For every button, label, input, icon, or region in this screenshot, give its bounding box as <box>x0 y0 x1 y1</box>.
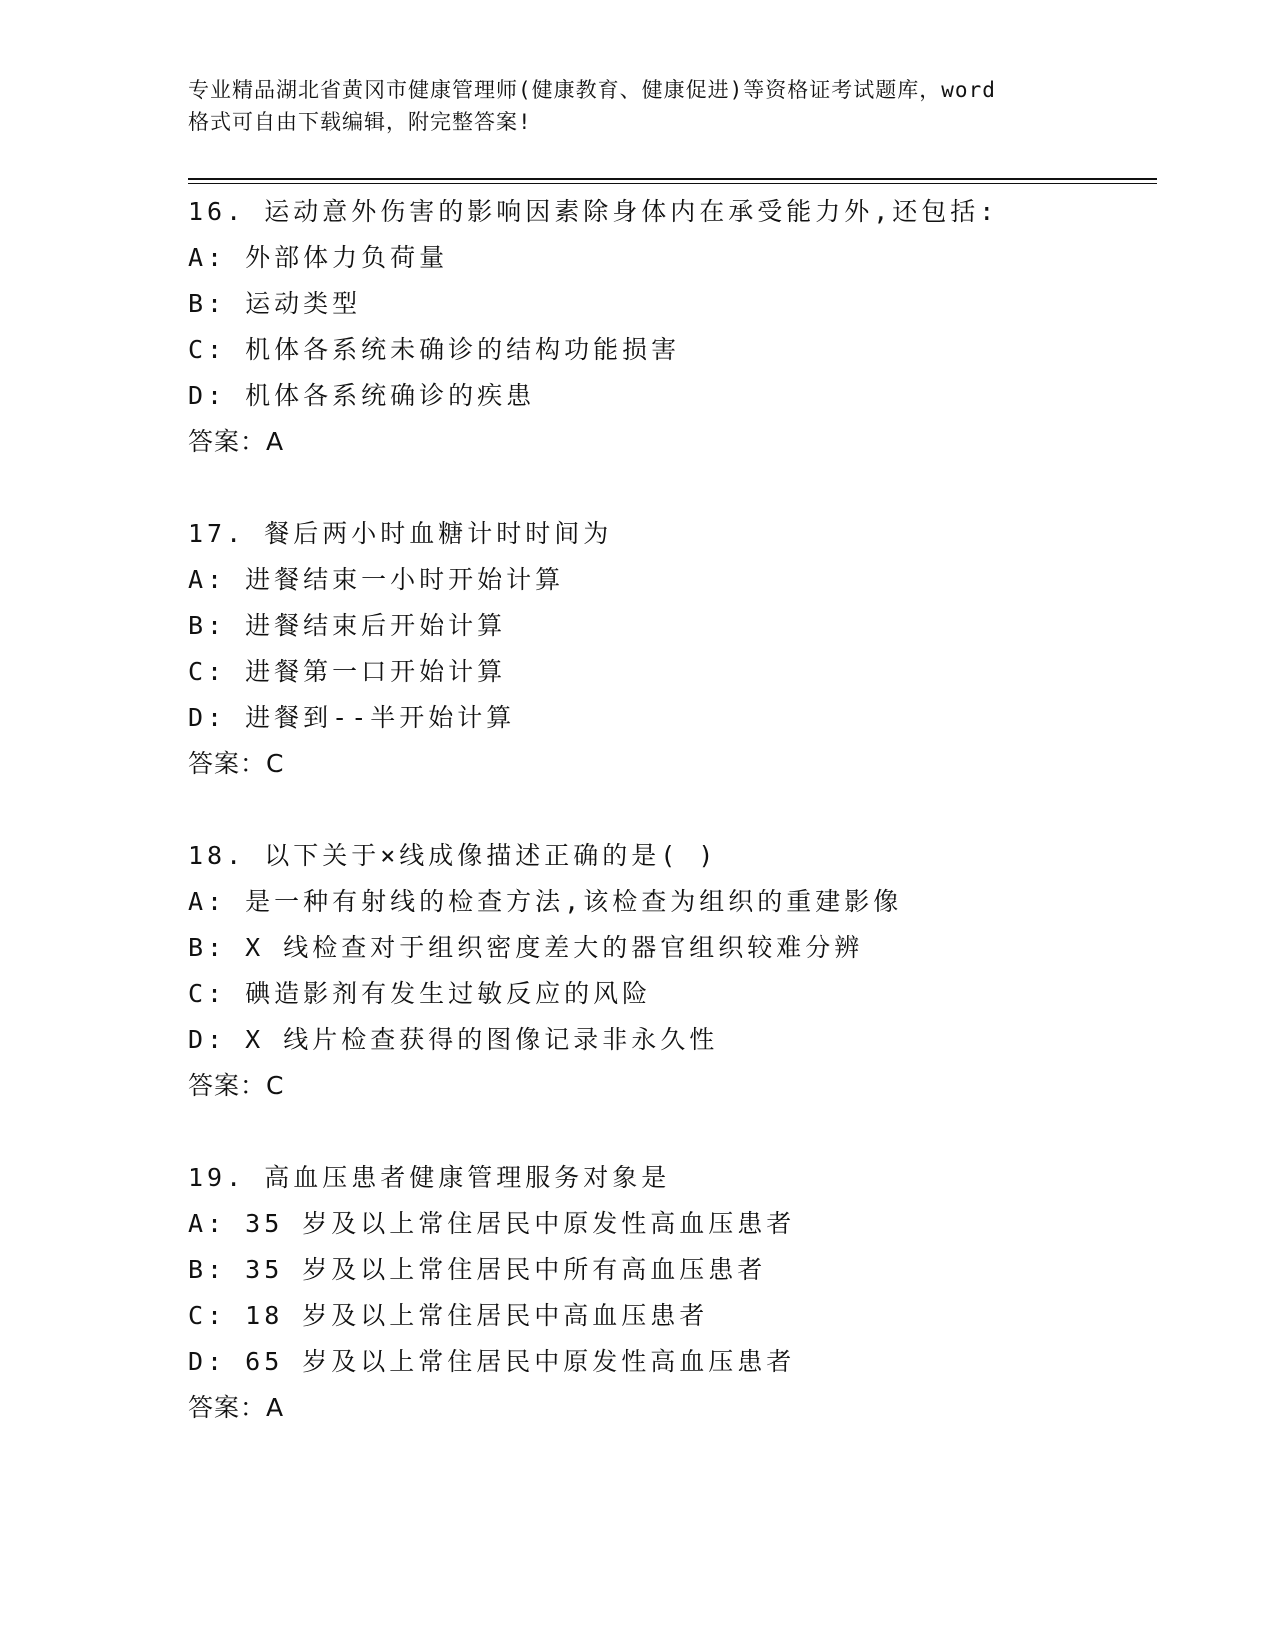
option-d: D: 机体各系统确诊的疾患 <box>188 381 536 410</box>
question-16 <box>188 189 1157 465</box>
option-d: D: 65 岁及以上常住居民中原发性高血压患者 <box>188 1347 796 1376</box>
option-d: D: 进餐到--半开始计算 <box>188 703 516 732</box>
answer: 答案：C <box>188 1071 285 1100</box>
question-stem: 19. 高血压患者健康管理服务对象是 <box>188 1163 671 1192</box>
answer: 答案：C <box>188 749 285 778</box>
header-rule-thick <box>188 178 1157 180</box>
option-b: B: X 线检查对于组织密度差大的器官组织较难分辨 <box>188 933 864 962</box>
question-list <box>188 189 1157 1477</box>
question-19 <box>188 1155 1157 1431</box>
option-a: A: 是一种有射线的检查方法,该检查为组织的重建影像 <box>188 887 903 916</box>
option-c: C: 18 岁及以上常住居民中高血压患者 <box>188 1301 709 1330</box>
option-a: A: 35 岁及以上常住居民中原发性高血压患者 <box>188 1209 796 1238</box>
question-stem: 16. 运动意外伤害的影响因素除身体内在承受能力外,还包括: <box>188 197 999 226</box>
header-rule-thin <box>188 183 1157 184</box>
question-stem: 17. 餐后两小时血糖计时时间为 <box>188 519 613 548</box>
header-line-2: 格式可自由下载编辑，附完整答案! <box>188 110 532 134</box>
document-header <box>188 74 1088 138</box>
question-17 <box>188 511 1157 787</box>
option-a: A: 进餐结束一小时开始计算 <box>188 565 565 594</box>
option-b: B: 进餐结束后开始计算 <box>188 611 507 640</box>
option-c: C: 进餐第一口开始计算 <box>188 657 507 686</box>
answer: 答案：A <box>188 1393 285 1422</box>
question-stem: 18. 以下关于×线成像描述正确的是( ) <box>188 841 718 870</box>
option-b: B: 35 岁及以上常住居民中所有高血压患者 <box>188 1255 767 1284</box>
header-line-1: 专业精品湖北省黄冈市健康管理师(健康教育、健康促进)等资格证考试题库，word <box>188 78 996 102</box>
option-c: C: 机体各系统未确诊的结构功能损害 <box>188 335 681 364</box>
option-a: A: 外部体力负荷量 <box>188 243 449 272</box>
question-18 <box>188 833 1157 1109</box>
option-c: C: 碘造影剂有发生过敏反应的风险 <box>188 979 652 1008</box>
option-b: B: 运动类型 <box>188 289 362 318</box>
answer: 答案：A <box>188 427 285 456</box>
option-d: D: X 线片检查获得的图像记录非永久性 <box>188 1025 719 1054</box>
